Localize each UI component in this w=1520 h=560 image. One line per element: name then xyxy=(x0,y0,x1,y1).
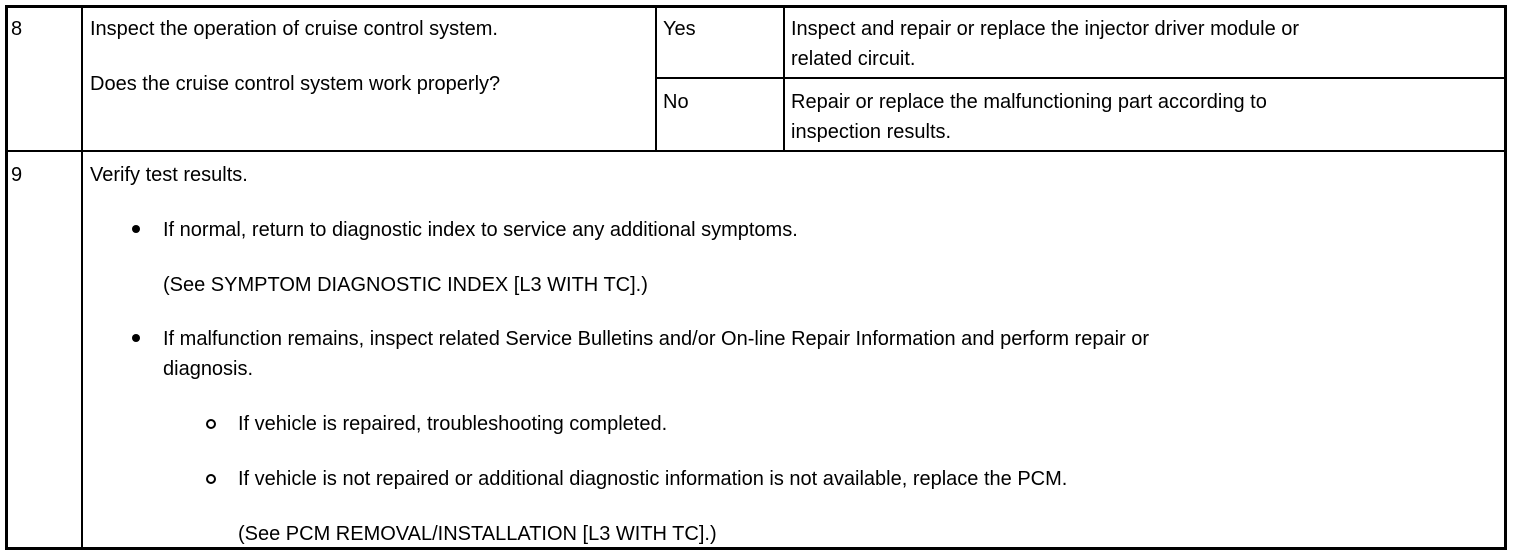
bullet1-text: If normal, return to diagnostic index to service any additional symptoms. xyxy=(163,219,798,241)
row-divider-8-9 xyxy=(5,150,1507,152)
bullet2-text-line2: diagnosis. xyxy=(163,358,254,380)
row-divider-yes-no xyxy=(655,77,1505,79)
yes-label: Yes xyxy=(663,18,696,40)
yes-result-line1: Inspect and repair or replace the injector driver module or xyxy=(791,18,1300,40)
sub-bullet2-text: If vehicle is not repaired or additional diagnostic information is not available, replace the PCM. xyxy=(238,468,1068,490)
yes-result-line2: related circuit. xyxy=(791,48,916,70)
row9-action-text: Verify test results. xyxy=(90,164,248,186)
bullet2-text-line1: If malfunction remains, inspect related Service Bulletins and/or On-line Repair Information and perform repair or xyxy=(163,328,1150,350)
no-label: No xyxy=(663,91,689,113)
row8-question-text: Does the cruise control system work properly? xyxy=(90,73,501,95)
no-result-line2: inspection results. xyxy=(791,121,952,143)
step-number-8: 8 xyxy=(11,18,23,40)
hollow-circle-bullet-icon xyxy=(206,419,216,429)
bullet1-reference: (See SYMPTOM DIAGNOSTIC INDEX [L3 WITH TC].) xyxy=(163,274,648,296)
hollow-circle-bullet-icon xyxy=(206,474,216,484)
bullet-icon xyxy=(132,334,140,342)
row8-action-text: Inspect the operation of cruise control system. xyxy=(90,18,498,40)
step-number-9: 9 xyxy=(11,164,23,186)
column-divider-step xyxy=(81,5,83,550)
sub-bullet1-text: If vehicle is repaired, troubleshooting completed. xyxy=(238,413,668,435)
no-result-line1: Repair or replace the malfunctioning part according to xyxy=(791,91,1267,113)
sub-bullet2-reference: (See PCM REMOVAL/INSTALLATION [L3 WITH TC].) xyxy=(238,523,717,545)
bullet-icon xyxy=(132,225,140,233)
